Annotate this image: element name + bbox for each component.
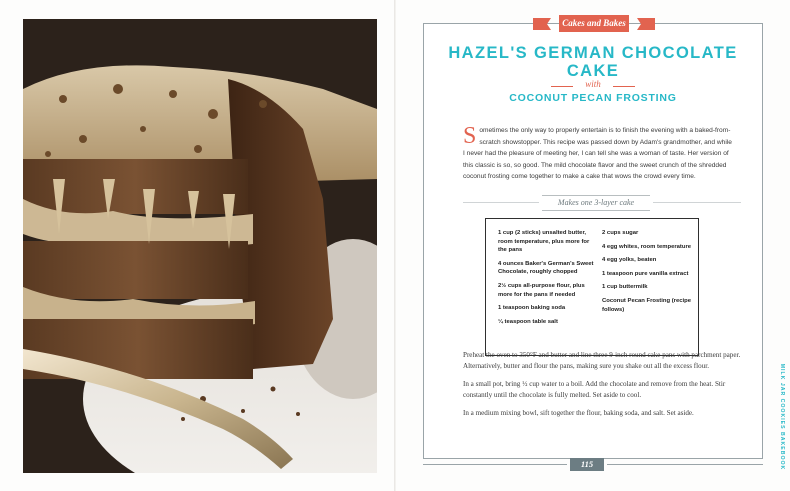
book-gutter bbox=[394, 0, 396, 491]
ingredients-right-column bbox=[602, 229, 692, 319]
ingredient-item: Coconut Pecan Frosting (recipe follows) bbox=[602, 297, 692, 313]
ingredient-item: 1 teaspoon baking soda bbox=[498, 305, 566, 312]
recipe-subtitle: COCONUT PECAN FROSTING bbox=[509, 92, 677, 104]
folio-rule-left bbox=[423, 464, 567, 465]
cake-photo bbox=[23, 19, 377, 473]
method-step: Preheat the oven to 350°F and butter and line three 9-inch round cake pans with parchment paper. Alternatively, butter and flour the pans, making sure you shake out all the excess flour. bbox=[463, 351, 741, 371]
drop-cap: S bbox=[463, 123, 477, 149]
intro-paragraph bbox=[463, 125, 735, 183]
ingredient-item: 1 cup buttermilk bbox=[602, 284, 648, 291]
ingredient-item: 4 ounces Baker's German's Sweet Chocolate, roughly chopped bbox=[498, 260, 594, 276]
method-step: In a medium mixing bowl, sift together the flour, baking soda, and salt. Set aside. bbox=[463, 408, 694, 417]
section-tab-label: Cakes and Bakes bbox=[562, 18, 626, 28]
recipe-title: HAZEL'S GERMAN CHOCOLATE CAKE bbox=[448, 44, 738, 80]
book-title-vertical: MILK JAR COOKIES BAKEBOOK bbox=[779, 363, 785, 471]
ingredient-item: 2 cups sugar bbox=[602, 230, 639, 236]
with-connector: with bbox=[585, 79, 601, 89]
page-number: 115 bbox=[570, 458, 604, 471]
ingredient-item: 4 egg whites, room temperature bbox=[602, 243, 692, 250]
ingredients-left-column bbox=[498, 229, 594, 331]
method-steps bbox=[463, 350, 741, 425]
method-step: In a small pot, bring ½ cup water to a boil. Add the chocolate and remove from the heat. Stir constantly until the chocolate is fully melted. Set aside to cool. bbox=[463, 379, 726, 400]
ingredient-item: 1 teaspoon pure vanilla extract bbox=[602, 270, 689, 277]
ingredient-item: 4 egg yolks, beaten bbox=[602, 257, 657, 264]
ingredient-item: ¼ teaspoon table salt bbox=[498, 318, 558, 325]
folio-rule-right bbox=[607, 464, 763, 465]
yield-rule-right bbox=[653, 202, 741, 203]
running-footer bbox=[775, 354, 783, 484]
intro-text: ometimes the only way to properly entertain is to finish the evening with a baked-from-scratch showstopper. This recipe was passed down by Adam's grandmother, and while I never had the pleasure of meeting her, I can tell she was a woman of taste. Her version of this classic is so, so good. The mild chocolate flavor and the sweet crunch of the shredded coconut frosting come together to make a cake that wows the crowd every time. bbox=[463, 127, 732, 181]
with-rule-right bbox=[613, 86, 635, 87]
yield-rule-left bbox=[463, 202, 539, 203]
ingredient-item: 2½ cups all-purpose flour, plus more for the pans if needed bbox=[498, 282, 585, 298]
yield-label: Makes one 3-layer cake bbox=[542, 195, 650, 211]
ingredients-box bbox=[485, 218, 699, 356]
ingredient-item: 1 cup (2 sticks) unsalted butter, room temperature, plus more for the pans bbox=[498, 230, 590, 254]
